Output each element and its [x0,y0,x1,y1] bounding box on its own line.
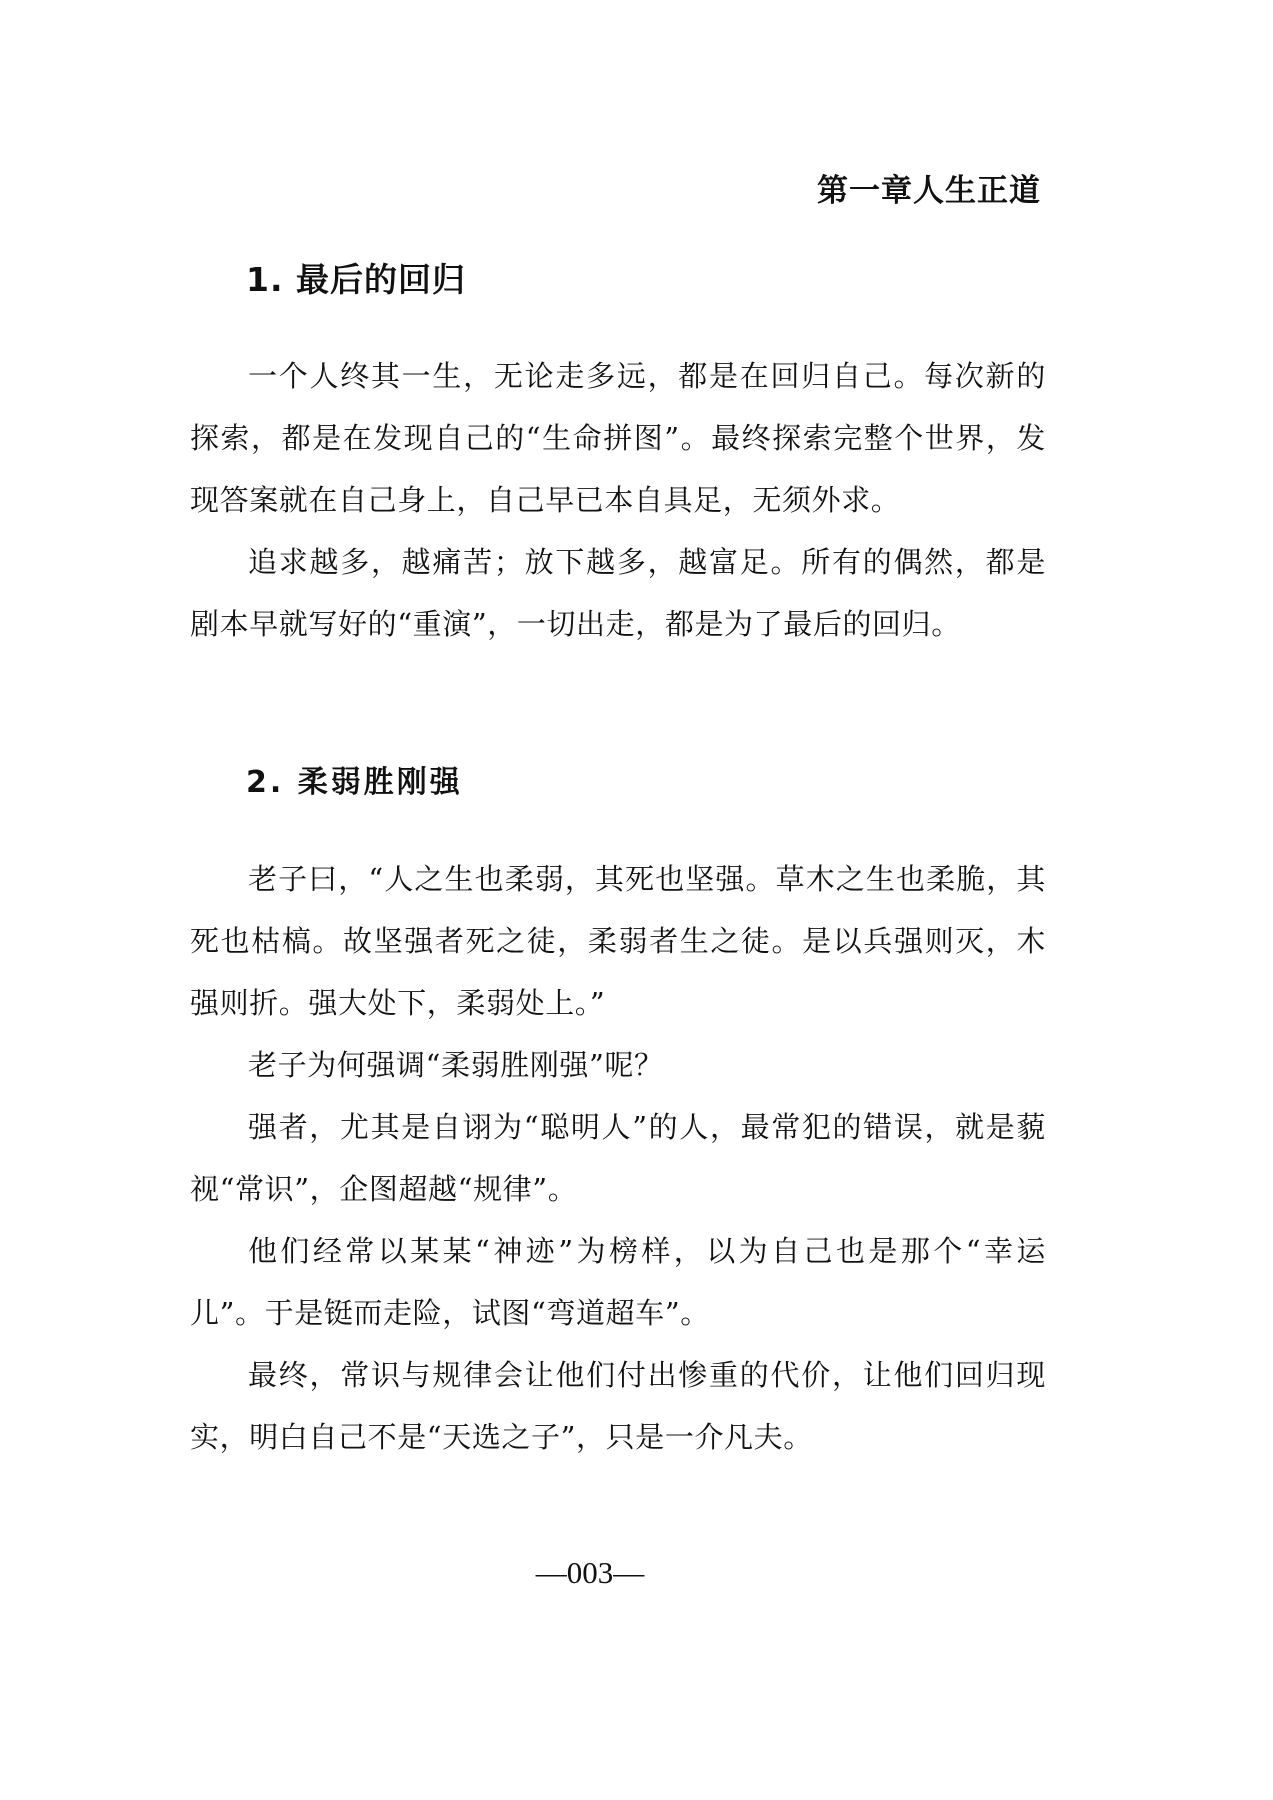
chapter-title: 第一章人生正道 [817,173,1041,209]
section-body [190,345,1046,655]
paragraph: 强者，尤其是自诩为“聪明人”的人，最常犯的错误，就是藐视“常识”，企图超越“规律”。 [190,1110,1046,1206]
section-title: 2. 柔弱胜刚强 [246,765,463,800]
paragraph: 追求越多，越痛苦；放下越多，越富足。所有的偶然，都是剧本早就写好的“重演”，一切出走，都是为了最后的回归。 [190,545,1046,641]
paragraph: 他们经常以某某“神迹”为榜样，以为自己也是那个“幸运儿”。于是铤而走险，试图“弯道超车”。 [190,1234,1046,1330]
section-body [190,848,1046,1468]
paragraph: 老子曰，“人之生也柔弱，其死也坚强。草木之生也柔脆，其死也枯槁。故坚强者死之徒，柔弱者生之徒。是以兵强则灭，木强则折。强大处下，柔弱处上。” [190,862,1046,1020]
paragraph: 老子为何强调“柔弱胜刚强”呢？ [248,1048,664,1082]
section-title: 1. 最后的回归 [246,260,466,299]
paragraph: 最终，常识与规律会让他们付出惨重的代价，让他们回归现实，明白自己不是“天选之子”，只是一介凡夫。 [190,1358,1046,1454]
paragraph: 一个人终其一生，无论走多远，都是在回归自己。每次新的探索，都是在发现自己的“生命拼图”。最终探索完整个世界，发现答案就在自己身上，自己早已本自具足，无须外求。 [190,359,1046,517]
page-number: —003— [535,1555,645,1590]
